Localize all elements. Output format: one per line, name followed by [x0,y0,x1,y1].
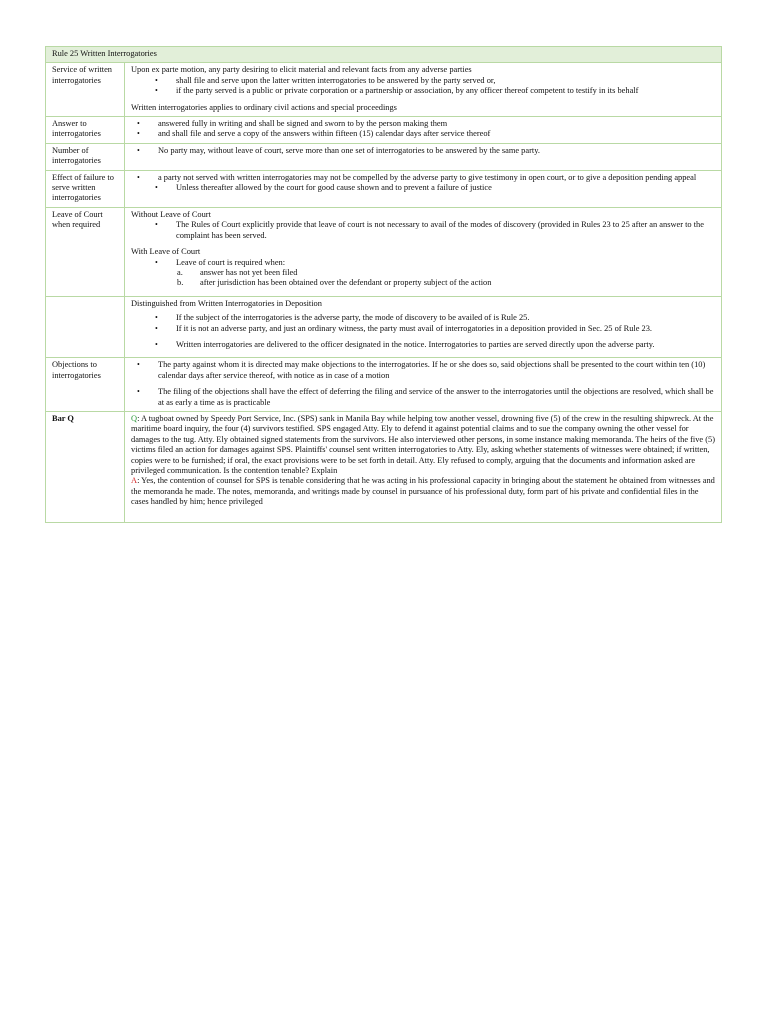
list-item [131,278,716,288]
list-item-text: answer has not yet been filed [200,267,298,277]
list-item: • a party not served with written interrogatories may not be compelled by the adverse party to give testimony in open court, or to give a deposition pending appeal [131,173,716,183]
with-leave-bullet-list [131,258,716,268]
without-leave-heading: Without Leave of Court [131,209,211,219]
list-item: • The Rules of Court explicitly provide that leave of court is not necessary to avail of the modes of discovery (provided in Rules 23 to 25 after an answer to the complaint has been served. [131,220,716,241]
list-marker: b. [177,278,184,288]
rule25-table [45,46,722,523]
with-leave-lettered-list [131,268,716,289]
list-item: • Written interrogatories are delivered to the officer designated in the notice. Interrogatories to parties are served directly upon the adverse party. [131,340,716,350]
objections-bullet-list-2 [131,387,716,408]
row-content-leave [125,207,722,296]
row-label-number: Number of interrogatories [46,143,125,170]
row-content-number [125,143,722,170]
table-row-effect [46,170,722,207]
table-header-row [46,47,722,63]
table-row-distinguished [46,296,722,358]
distinguished-bullet-list-2 [131,340,716,350]
effect-sub-bullet-list [131,183,716,193]
row-label-answer: Answer to interrogatories [46,117,125,144]
table-title: Rule 25 Written Interrogatories [46,47,722,63]
answer-bullet-list [131,119,716,140]
list-item: • Leave of court is required when: [131,258,716,268]
answer-marker: A [131,476,138,486]
list-item: • No party may, without leave of court, serve more than one set of interrogatories to be answered by the same party. [131,146,716,156]
row-content-distinguished [125,296,722,358]
list-item [131,268,716,278]
row-label-empty [46,296,125,358]
list-item: • If it is not an adverse party, and just an ordinary witness, the party must avail of interrogatories in a deposition provided in Sec. 25 of Rule 23. [131,324,716,334]
with-leave-heading: With Leave of Court [131,247,201,257]
row-label-effect: Effect of failure to serve written interrogatories [46,170,125,207]
objections-bullet-list [131,360,716,381]
table-row-objections [46,358,722,412]
row-label-leave: Leave of Court when required [46,207,125,296]
service-bullet-list [131,76,716,97]
row-label-service: Service of written interrogatories [46,63,125,117]
without-leave-bullet-list [131,220,716,241]
row-label-barq: Bar Q [46,411,125,522]
row-content-service [125,63,722,117]
list-item: • answered fully in writing and shall be signed and sworn to by the person making them [131,119,716,129]
list-item: • The party against whom it is directed may make objections to the interrogatories. If he or she does so, said objections shall be presented to the court within ten (10) calendar days after service thereof, with notice as in case of a motion [131,360,716,381]
row-content-answer [125,117,722,144]
list-item: • If the subject of the interrogatories is the adverse party, the mode of discovery to be availed of is Rule 25. [131,313,716,323]
distinguished-heading: Distinguished from Written Interrogatories in Deposition [131,298,322,308]
list-item-text: after jurisdiction has been obtained over the defendant or property subject of the action [200,278,492,288]
list-item: • shall file and serve upon the latter written interrogatories to be answered by the party served or, [131,76,716,86]
row-content-objections [125,358,722,412]
list-item: • The filing of the objections shall have the effect of deferring the filing and service of the answer to the interrogatories until the objections are resolved, which shall be at as early a time as is practicable [131,387,716,408]
list-item: • if the party served is a public or private corporation or a partnership or association, by any officer thereof competent to testify in its behalf [131,86,716,96]
number-bullet-list [131,146,716,156]
list-item: • and shall file and serve a copy of the answers within fifteen (15) calendar days after service thereof [131,129,716,139]
effect-bullet-list [131,173,716,183]
answer-text: : Yes, the contention of counsel for SPS is tenable considering that he was acting in his professional capacity in bringing about the statement he obtained from witnesses and the memoranda he made. The notes, memoranda, and writings made by counsel in pursuance of his professional duty, form part of his private and confidential files in the cases handled by him; hence privileged [131,476,715,507]
table-row-service [46,63,722,117]
row-content-effect [125,170,722,207]
service-intro: Upon ex parte motion, any party desiring to elicit material and relevant facts from any adverse parties [131,65,472,75]
service-note: Written interrogatories applies to ordinary civil actions and special proceedings [131,102,397,112]
table-row-number [46,143,722,170]
bar-question [131,414,716,476]
row-content-barq [125,411,722,522]
bar-answer [131,476,716,507]
list-marker: a. [177,267,183,277]
question-marker: Q [131,413,138,423]
table-row-barq [46,411,722,522]
list-item: • Unless thereafter allowed by the court for good cause shown and to prevent a failure of justice [131,183,716,193]
table-row-answer [46,117,722,144]
row-label-objections: Objections to interrogatories [46,358,125,412]
table-row-leave [46,207,722,296]
distinguished-bullet-list [131,313,716,334]
question-text: : A tugboat owned by Speedy Port Service, Inc. (SPS) sank in Manila Bay while helping tow another vessel, drowning five (5) of the crew in the resulting shipwreck. At the maritime board inquiry, the four (4) survivors testified. SPS engaged Atty. Ely to defend it against potential claims and to sue the company owning the other vessel for damages to the tug. Atty. Ely obtained signed statements from the survivors. He also interviewed other persons, in some instance making memoranda. The heirs of the five (5) victims filed an action for damages against SPS. Plaintiffs' counsel sent written interrogatories to Atty. Ely, asking whether statements of witnesses were obtained; if written, copies were to be furnished; if oral, the exact provisions were to be set forth in detail. Atty. Ely refused to comply, arguing that the documents and information asked are privileged communication. Is the contention tenable? Explain [131,413,716,475]
